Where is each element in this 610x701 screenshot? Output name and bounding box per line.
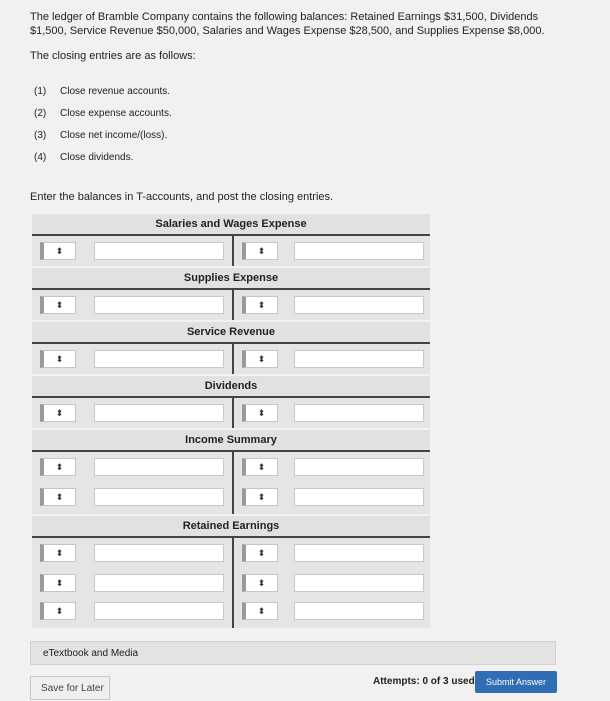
chevron-updown-icon: ⬍ [257, 407, 266, 418]
amount-input[interactable] [294, 350, 424, 368]
t-divider [232, 342, 234, 374]
chevron-updown-icon: ⬍ [55, 547, 64, 558]
closing-intro: The closing entries are as follows: [30, 50, 196, 62]
amount-input[interactable] [94, 404, 224, 422]
account-select-dropdown[interactable] [242, 404, 278, 422]
account-select-dropdown[interactable] [242, 544, 278, 562]
taccount-title: Income Summary [32, 430, 430, 452]
taccount-title: Dividends [32, 376, 430, 398]
account-select-dropdown[interactable] [40, 404, 76, 422]
chevron-updown-icon: ⬍ [257, 547, 266, 558]
amount-input[interactable] [294, 242, 424, 260]
amount-input[interactable] [294, 296, 424, 314]
chevron-updown-icon: ⬍ [257, 491, 266, 502]
chevron-updown-icon: ⬍ [55, 353, 64, 364]
taccount-income-summary [32, 430, 430, 514]
account-select-dropdown[interactable] [242, 488, 278, 506]
account-select-dropdown[interactable] [242, 602, 278, 620]
step-item: (1) Close revenue accounts. [34, 85, 171, 97]
taccount-supplies-expense [32, 268, 430, 320]
t-divider [232, 450, 234, 514]
chevron-updown-icon: ⬍ [55, 577, 64, 588]
chevron-updown-icon: ⬍ [257, 299, 266, 310]
etextbook-media-link[interactable]: eTextbook and Media [30, 641, 556, 665]
account-select-dropdown[interactable] [40, 296, 76, 314]
step-item: (2) Close expense accounts. [34, 107, 172, 119]
account-select-dropdown[interactable] [242, 242, 278, 260]
closing-steps-list [34, 80, 172, 168]
attempts-counter: Attempts: 0 of 3 used [373, 676, 475, 687]
account-select-dropdown[interactable] [40, 574, 76, 592]
chevron-updown-icon: ⬍ [257, 605, 266, 616]
chevron-updown-icon: ⬍ [257, 461, 266, 472]
account-select-dropdown[interactable] [40, 602, 76, 620]
account-select-dropdown[interactable] [40, 350, 76, 368]
amount-input[interactable] [294, 404, 424, 422]
taccount-title: Service Revenue [32, 322, 430, 344]
chevron-updown-icon: ⬍ [257, 353, 266, 364]
chevron-updown-icon: ⬍ [55, 407, 64, 418]
taccount-title: Retained Earnings [32, 516, 430, 538]
chevron-updown-icon: ⬍ [55, 605, 64, 616]
chevron-updown-icon: ⬍ [55, 461, 64, 472]
amount-input[interactable] [94, 544, 224, 562]
chevron-updown-icon: ⬍ [55, 491, 64, 502]
amount-input[interactable] [94, 296, 224, 314]
amount-input[interactable] [94, 350, 224, 368]
taccount-title: Salaries and Wages Expense [32, 214, 430, 236]
t-divider [232, 234, 234, 266]
step-item: (4) Close dividends. [34, 151, 134, 163]
account-select-dropdown[interactable] [40, 242, 76, 260]
amount-input[interactable] [94, 242, 224, 260]
taccount-title: Supplies Expense [32, 268, 430, 290]
t-divider [232, 536, 234, 628]
save-for-later-button[interactable]: Save for Later [30, 676, 110, 700]
account-select-dropdown[interactable] [40, 488, 76, 506]
t-divider [232, 288, 234, 320]
problem-statement: The ledger of Bramble Company contains the following balances: Retained Earnings $31,500, Dividends $1,500, Service Revenue $50,000, Salaries and Wages Expense $28,500, and Supplies Expense $8,000. [30, 11, 545, 37]
amount-input[interactable] [294, 458, 424, 476]
chevron-updown-icon: ⬍ [55, 245, 64, 256]
account-select-dropdown[interactable] [242, 350, 278, 368]
amount-input[interactable] [294, 602, 424, 620]
amount-input[interactable] [94, 458, 224, 476]
taccount-service-revenue [32, 322, 430, 374]
chevron-updown-icon: ⬍ [257, 245, 266, 256]
taccount-retained-earnings [32, 516, 430, 628]
submit-answer-button[interactable]: Submit Answer [475, 671, 557, 693]
chevron-updown-icon: ⬍ [257, 577, 266, 588]
amount-input[interactable] [294, 488, 424, 506]
amount-input[interactable] [294, 574, 424, 592]
amount-input[interactable] [94, 602, 224, 620]
taccount-salaries-wages [32, 214, 430, 266]
account-select-dropdown[interactable] [242, 574, 278, 592]
amount-input[interactable] [94, 574, 224, 592]
amount-input[interactable] [294, 544, 424, 562]
t-divider [232, 396, 234, 428]
account-select-dropdown[interactable] [242, 458, 278, 476]
account-select-dropdown[interactable] [242, 296, 278, 314]
step-item: (3) Close net income/(loss). [34, 129, 168, 141]
account-select-dropdown[interactable] [40, 544, 76, 562]
taccount-dividends [32, 376, 430, 428]
chevron-updown-icon: ⬍ [55, 299, 64, 310]
amount-input[interactable] [94, 488, 224, 506]
instruction: Enter the balances in T-accounts, and post the closing entries. [30, 191, 334, 203]
account-select-dropdown[interactable] [40, 458, 76, 476]
